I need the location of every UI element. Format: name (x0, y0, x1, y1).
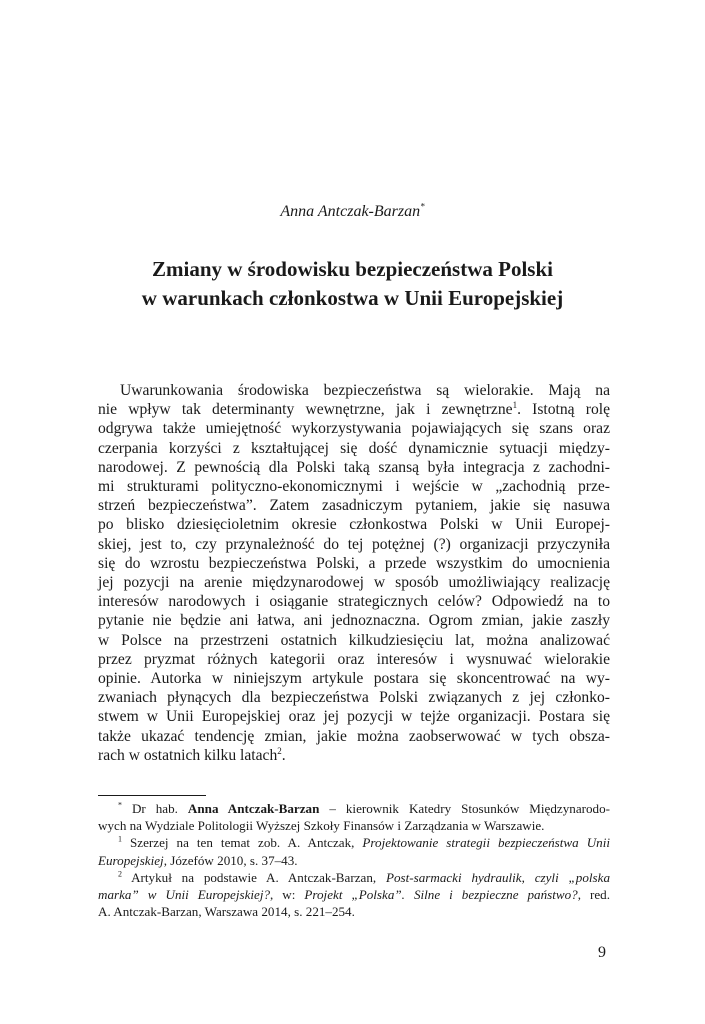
body-line: czerpania korzyści z kształtującej się dość dynamicznie sytuacji między- (98, 439, 610, 457)
title-line-1: Zmiany w środowisku bezpieczeństwa Polski (152, 257, 553, 281)
author-line (0, 203, 705, 221)
body-line: nie wpływ tak determinanty wewnętrzne, jak i zewnętrzne$^1$. Istotną rolę (98, 400, 610, 419)
body-line: rach w ostatnich kilku latach$^2$. (98, 745, 286, 764)
footnote-author: * Dr hab. Anna Antczak-Barzan – kierownik Katedry Stosunków Międzynarodo- (118, 800, 610, 816)
footnotes (98, 800, 610, 920)
author-footnote-marker: * (420, 201, 425, 212)
footnote-ref-1: 1 (512, 400, 518, 411)
body-line: się do wzrostu bezpieczeństwa Polski, a przede wszystkim do umocnienia (98, 554, 610, 572)
body-line: strzeń bezpieczeństwa”. Zatem zasadniczym pytaniem, jakie się nasuwa (98, 497, 610, 515)
footnote-1: $^1$ Szerzej na ten temat zob. A. Antczak, Projektowanie strategii bezpieczeństwa Unii (118, 835, 610, 851)
body-line: narodowej. Z pewnością dla Polski taką szansą była integracja z zachodni- (98, 458, 610, 476)
body-line: także ukazać tendencję zmian, jakie można zaobserwować w tych obsza- (98, 727, 610, 745)
footnote-2: $^2$ Artykuł na podstawie A. Antczak-Barzan, Post-sarmacki hydraulik, czyli „polska (118, 869, 610, 885)
title-line-2: w warunkach członkostwa w Unii Europejskiej (141, 286, 564, 310)
body-line: przez pryzmat różnych kategorii oraz interesów i wysnuwać wielorakie (98, 650, 610, 668)
body-line: interesów narodowych i osiąganie strategicznych celów? Odpowiedź na to (98, 593, 610, 611)
body-line: zwaniach płynących dla bezpieczeństwa Polski związanych z jej członko- (98, 689, 610, 707)
body-line: pytanie nie będzie ani łatwa, ani jednoznaczna. Ogrom zmian, jakie zaszły (98, 612, 610, 630)
body-line: odgrywa także umiejętność wykorzystywania pojawiających się szans oraz (98, 420, 610, 438)
body-paragraph (98, 381, 610, 765)
author-name: Anna Antczak-Barzan (280, 203, 421, 220)
body-line: stwem w Unii Europejskiej oraz jej pozycji w tejże organizacji. Postara się (98, 708, 610, 726)
footnote-ref-2: 2 (277, 745, 282, 756)
body-line: opinie. Autorka w niniejszym artykule postara się skoncentrować na wy- (98, 670, 610, 688)
footnote-line: wych na Wydziale Politologii Wyższej Szkoły Finansów i Zarządzania w Warszawie. (98, 818, 545, 834)
body-line: mi strukturami polityczno-ekonomicznymi i wejście w „zachodnią prze- (98, 478, 610, 496)
page-number: 9 (598, 944, 606, 961)
footnote-line: Europejskiej, Józefów 2010, s. 37–43. (98, 852, 298, 868)
body-line: po blisko dziesięcioletnim okresie członkostwa Polski w Unii Europej- (98, 516, 610, 534)
body-line: jej pozycji na arenie międzynarodowej w sposób umożliwiający realizację (98, 574, 610, 592)
footnote-line: A. Antczak-Barzan, Warszawa 2014, s. 221–254. (98, 904, 355, 920)
body-line: Uwarunkowania środowiska bezpieczeństwa są wielorakie. Mają na (120, 382, 610, 399)
footnote-line: marka” w Unii Europejskiej?, w: Projekt „Polska”. Silne i bezpieczne państwo?, red. (98, 887, 610, 903)
article-title (60, 255, 645, 313)
body-line: w Polsce na przestrzeni ostatnich kilkudziesięciu lat, można analizować (98, 631, 610, 649)
body-line: skiej, jest to, czy przynależność do tej potężnej (?) organizacji przyczyniła (98, 535, 610, 553)
footnote-separator (98, 795, 206, 796)
